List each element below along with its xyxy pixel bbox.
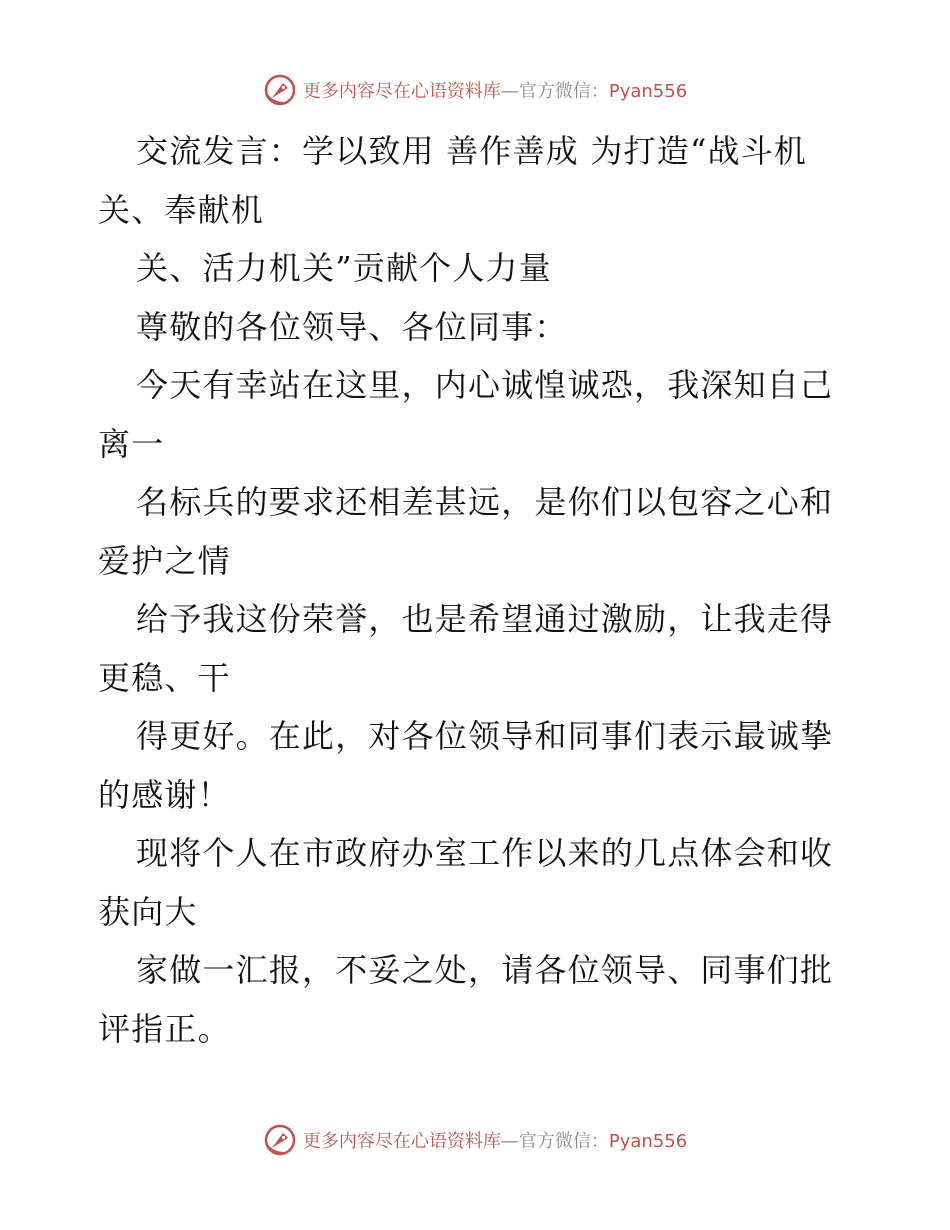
paragraph-subtitle: 关、活力机关”贡献个人力量 xyxy=(136,249,552,287)
watermark-wechat-label: 官方微信： xyxy=(518,1131,609,1152)
watermark-dash: — xyxy=(500,81,519,102)
paragraph-body: 今天有幸站在这里，内心诚惶诚恐，我深知自己离一 xyxy=(98,366,834,463)
pen-nib-logo-icon xyxy=(263,1123,297,1157)
paragraph-salutation: 尊敬的各位领导、各位同事： xyxy=(136,307,568,346)
paragraph-body: 家做一汇报，不妥之处，请各位领导、同事们批评指正。 xyxy=(98,951,834,1048)
watermark-site-text: 更多内容尽在心语资料库 xyxy=(302,81,501,102)
watermark-text xyxy=(303,1127,687,1153)
document-body xyxy=(98,122,858,1058)
footer-watermark xyxy=(0,1120,950,1160)
paragraph-title: 交流发言：学以致用 善作善成 为打造“战斗机关、奉献机 xyxy=(98,132,808,229)
watermark-text xyxy=(303,77,687,103)
watermark-wechat-label: 官方微信： xyxy=(518,81,609,102)
watermark-wechat-id: Pyan556 xyxy=(608,1131,688,1152)
paragraph-body: 现将个人在市政府办室工作以来的几点体会和收获向大 xyxy=(98,834,834,931)
watermark-wechat-id: Pyan556 xyxy=(608,81,688,102)
pen-nib-logo-icon xyxy=(263,73,297,107)
paragraph-body: 得更好。在此，对各位领导和同事们表示最诚挚的感谢！ xyxy=(98,717,834,814)
paragraph-body: 给予我这份荣誉，也是希望通过激励，让我走得更稳、干 xyxy=(98,600,834,697)
watermark-site-text: 更多内容尽在心语资料库 xyxy=(302,1131,501,1152)
header-watermark xyxy=(0,70,950,110)
paragraph-body: 名标兵的要求还相差甚远，是你们以包容之心和爱护之情 xyxy=(98,483,834,580)
watermark-dash: — xyxy=(500,1131,519,1152)
